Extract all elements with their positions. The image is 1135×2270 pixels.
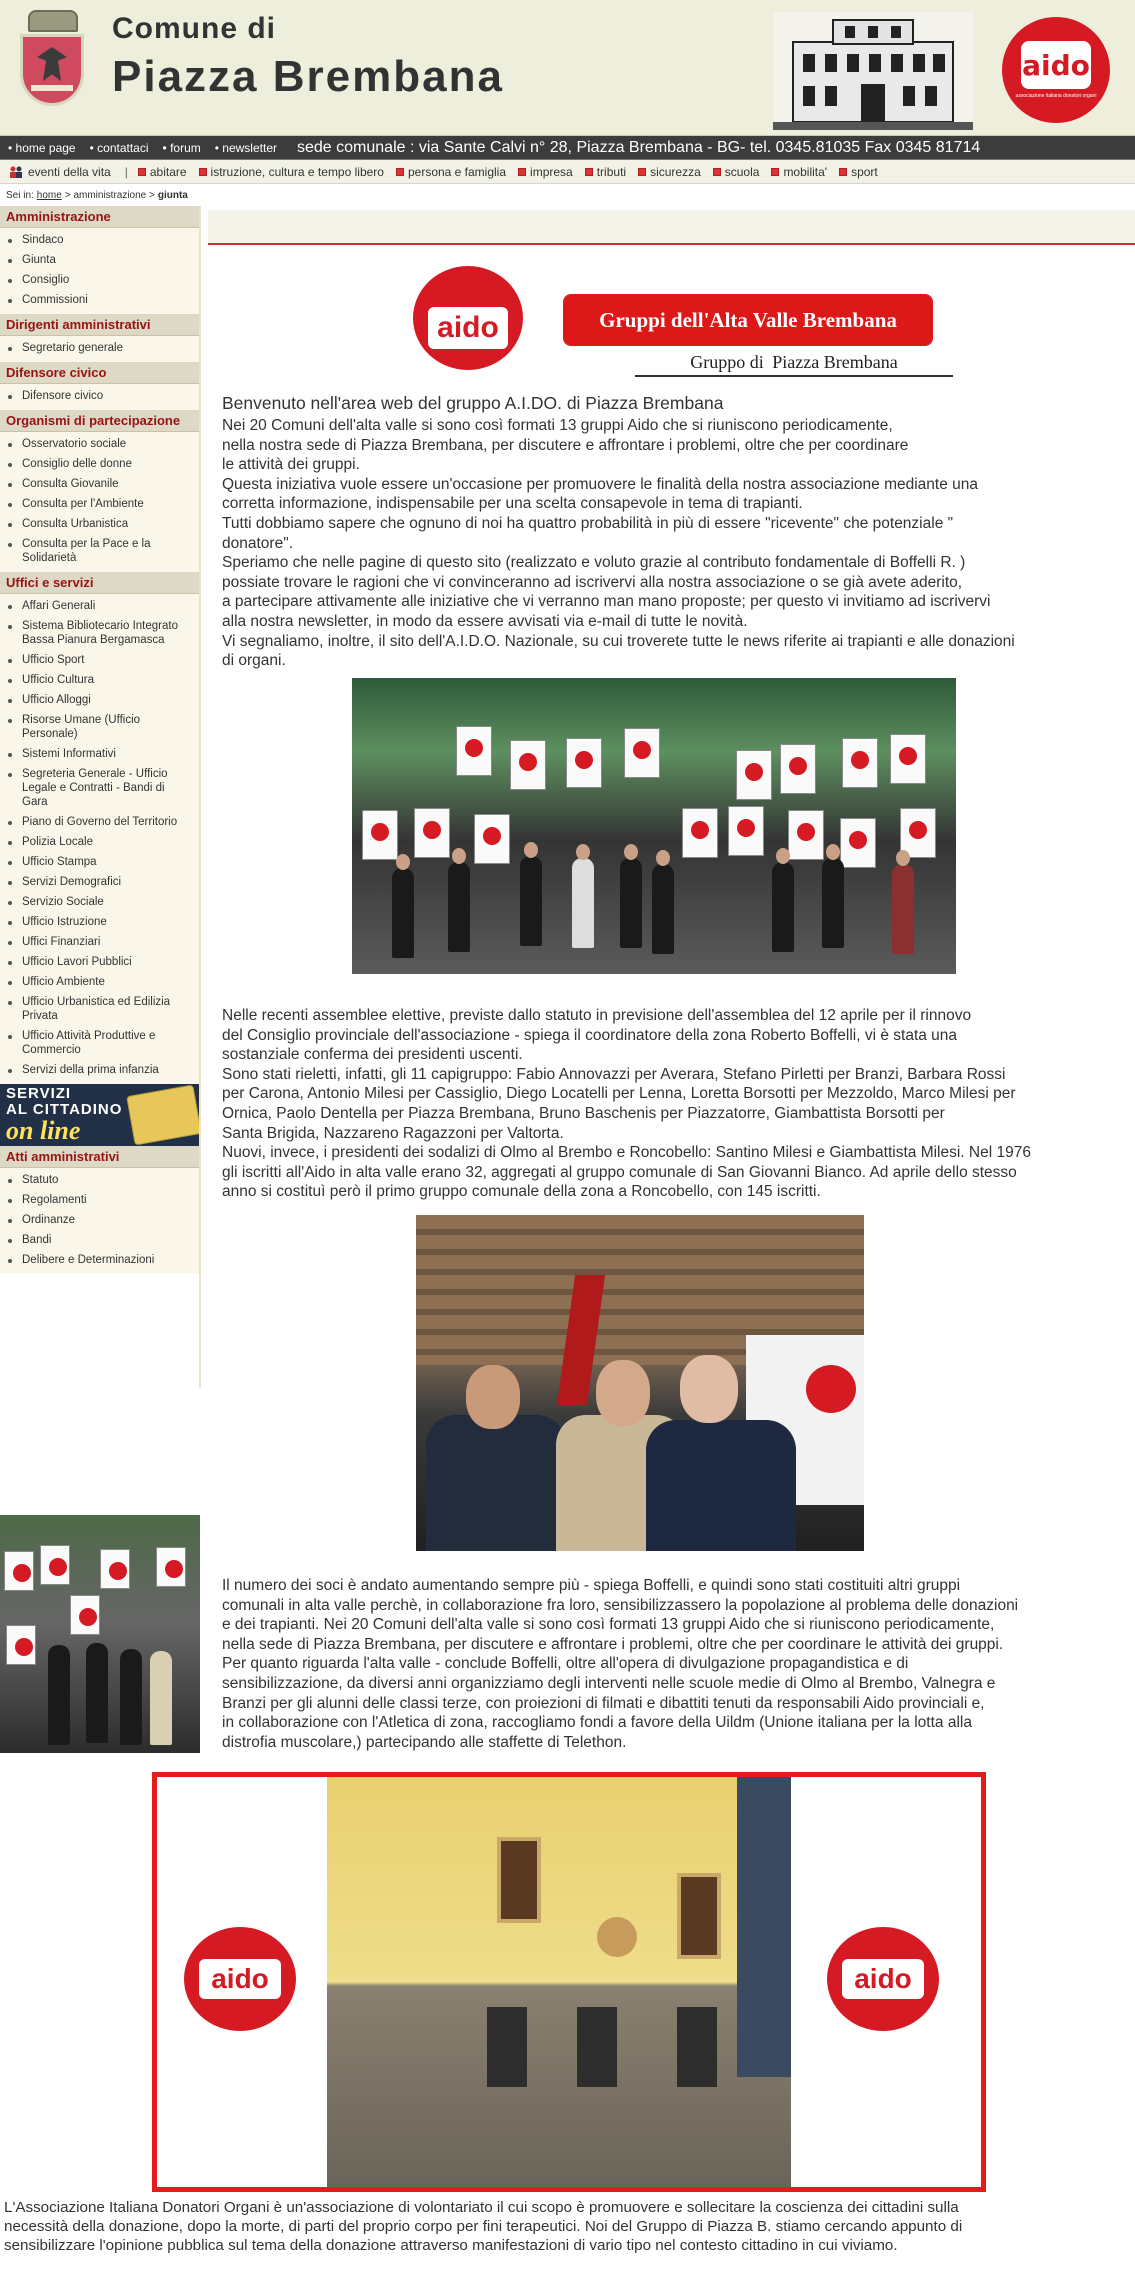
breadcrumb-home-link[interactable]: home <box>36 189 62 201</box>
gruppo-subtitle <box>635 352 953 377</box>
banner-line1: SERVIZI <box>6 1085 72 1102</box>
text-line: gli iscritti all'Aido in alta valle erano 32, aggregati al gruppo comunale di San Giovanni Bianco. Ad aprile dello stesso <box>222 1163 1017 1181</box>
sidebar-heading-amministrazione: Amministrazione <box>0 206 199 228</box>
topic-separator: | <box>124 164 128 179</box>
text-line: Per quanto riguarda l'alta valle - conclude Boffelli, oltre all'opera di divulgazione propagandistica e di <box>222 1655 909 1673</box>
text-line: di organi. <box>222 652 286 670</box>
gruppi-alta-valle-title: Gruppi dell'Alta Valle Brembana <box>563 294 933 346</box>
text-line: possiate trovare le ragioni che vi convinceranno ad iscrivervi alla nostra associazione o se già avete aderito, <box>222 573 963 591</box>
breadcrumb-prefix: Sei in: <box>6 189 34 201</box>
sidebar-item[interactable]: Uffici Finanziari <box>0 932 199 952</box>
breadcrumb-middle[interactable]: amministrazione <box>73 189 147 201</box>
text-line: del Consiglio provinciale dell'associazione - spiega il coordinatore della zona Roberto Boffelli, vi è stata una <box>222 1026 958 1044</box>
text-line: L'Associazione Italiana Donatori Organi è un'associazione di volontariato il cui scopo è promuovere e sollecitare la coscienza dei cittadini sulla <box>4 2199 959 2216</box>
sidebar-item[interactable]: Risorse Umane (Ufficio Personale) <box>0 710 199 744</box>
members-growth-paragraph <box>222 1576 1132 1752</box>
sidebar-item[interactable]: Ufficio Cultura <box>0 670 199 690</box>
sidebar-list-amministrazione <box>0 228 199 314</box>
aido-logo-subtext: associazione italiana donatori organi <box>1015 93 1097 99</box>
text-line: nella nostra sede di Piazza Brembana, per discutere e affrontare i problemi, oltre che per coordinare <box>222 436 909 454</box>
text-line: le attività dei gruppi. <box>222 456 360 474</box>
aido-logo-left <box>184 1927 296 2031</box>
group-small-photo <box>0 1515 200 1753</box>
text-line: donatore". <box>222 534 293 552</box>
sidebar-item[interactable]: Servizi Demografici <box>0 872 199 892</box>
aido-logo-text: aido <box>842 1959 924 1999</box>
text-line: alla nostra newsletter, in modo da essere avvisati via e-mail di tutte le novità. <box>222 612 748 630</box>
text-line: Nei 20 Comuni dell'alta valle si sono così formati 13 gruppi Aido che si riuniscono periodicamente, <box>222 417 893 434</box>
text-line: anno si costituì però il primo gruppo comunale della zona a Roncobello, con 145 iscritti. <box>222 1183 821 1201</box>
sidebar-heading-atti: Atti amministrativi <box>0 1146 199 1168</box>
aido-logo <box>413 266 523 370</box>
bullet-square-icon <box>771 168 779 176</box>
text-line: corretta informazione, indispensabile per una scelta consapevole in tema di trapianti. <box>222 495 803 513</box>
sidebar-heading-difensore: Difensore civico <box>0 362 199 384</box>
text-line: Vi segnaliamo, inoltre, il sito dell'A.I.D.O. Nazionale, su cui troverete tutte le news riferite ai trapianti e alle donazioni <box>222 632 1015 650</box>
topic-persona[interactable] <box>396 165 506 179</box>
sidebar-item[interactable]: Ufficio Lavori Pubblici <box>0 952 199 972</box>
sidebar-list-uffici <box>0 594 199 1084</box>
top-nav-bar <box>0 136 1135 160</box>
sidebar-item[interactable]: Segretario generale <box>0 338 199 358</box>
text-line: sostanziale conferma dei presidenti uscenti. <box>222 1046 523 1064</box>
text-line: Santa Brigida, Nazzareno Ragazzoni per Valtorta. <box>222 1124 564 1142</box>
breadcrumb-current: giunta <box>157 189 188 201</box>
people-icon <box>8 166 24 178</box>
topic-eventi-label: eventi della vita <box>28 164 111 179</box>
topic-scuola[interactable] <box>713 165 760 179</box>
text-line: a partecipare attivamente alle iniziative che vi verranno man mano proposte; per questo vi invitiamo ad iscrivervi <box>222 593 991 611</box>
nav-link-contattaci[interactable]: • contattaci <box>90 141 149 155</box>
breadcrumb-separator: > <box>64 189 71 201</box>
sidebar-item[interactable]: Consulta per l'Ambiente <box>0 494 199 514</box>
group-banners-photo <box>352 678 956 974</box>
town-hall-image <box>773 12 973 130</box>
welcome-heading: Benvenuto nell'area web del gruppo A.I.DO. di Piazza Brembana <box>222 393 724 413</box>
text-line: nella sede di Piazza Brembana, per discutere e affrontare i problemi, oltre che per coordinare le attività dei gruppi. <box>222 1635 1004 1653</box>
topic-mobilita[interactable] <box>771 165 827 179</box>
bullet-square-icon <box>713 168 721 176</box>
intro-paragraph <box>222 416 1132 671</box>
text-line: comunali in alta valle perchè, in collaborazione fra loro, sensibilizzassero la popolazione al problema delle donazioni <box>222 1596 1019 1614</box>
topic-abitare[interactable] <box>138 165 187 179</box>
text-line: Nelle recenti assemblee elettive, previste dallo statuto in previsione dell'assemblea del 12 aprile per il rinnovo <box>222 1007 972 1024</box>
topic-eventi-della-vita[interactable] <box>8 165 111 179</box>
sidebar-item[interactable]: Polizia Locale <box>0 832 199 852</box>
sidebar-item[interactable]: Giunta <box>0 250 199 270</box>
topic-label: impresa <box>530 164 573 179</box>
topics-menu <box>0 160 1135 184</box>
sidebar-item[interactable]: Osservatorio sociale <box>0 434 199 454</box>
topic-label: istruzione, cultura e tempo libero <box>210 164 384 179</box>
bullet-square-icon <box>396 168 404 176</box>
text-line: Nuovi, invece, i presidenti dei sodalizi di Olmo al Brembo e Roncobello: Santino Milesi e Giambattista Milesi. Nel 1976 <box>222 1144 1031 1162</box>
sidebar-item[interactable]: Consiglio delle donne <box>0 454 199 474</box>
sidebar-item[interactable]: Sistema Bibliotecario Integrato Bassa Pianura Bergamasca <box>0 616 199 650</box>
sidebar-item[interactable]: Consiglio <box>0 270 199 290</box>
sidebar <box>0 206 201 1388</box>
sidebar-item[interactable]: Commissioni <box>0 290 199 310</box>
breadcrumb <box>0 186 200 204</box>
sidebar-item[interactable]: Regolamenti <box>0 1190 199 1210</box>
gruppo-name: Piazza Brembana <box>772 352 898 372</box>
elections-paragraph <box>222 1006 1132 1202</box>
sidebar-list-atti <box>0 1168 199 1274</box>
sidebar-item[interactable]: Ufficio Stampa <box>0 852 199 872</box>
nav-link-home[interactable]: • home page <box>8 141 76 155</box>
topic-label: sicurezza <box>650 164 701 179</box>
content-top-rule <box>208 210 1135 245</box>
text-line: in collaborazione con l'Atletica di zona, raccogliamo fondi a favore della Uildm (Unione italiana per la lotta alla <box>222 1714 972 1732</box>
bullet-square-icon <box>138 168 146 176</box>
topic-label: persona e famiglia <box>407 164 507 179</box>
headquarters-panel <box>152 1772 986 2192</box>
sidebar-item[interactable]: Consulta Giovanile <box>0 474 199 494</box>
gruppo-prefix: Gruppo di <box>690 352 764 372</box>
sidebar-item[interactable]: Ordinanze <box>0 1210 199 1230</box>
sidebar-item[interactable]: Sindaco <box>0 230 199 250</box>
topic-sport[interactable] <box>839 165 878 179</box>
text-line: per Carona, Antonio Milesi per Cassiglio, Diego Locatelli per Lenna, Loretta Borsotti per Mezzoldo, Marco Milesi per <box>222 1085 1016 1103</box>
sidebar-item[interactable]: Ufficio Alloggi <box>0 690 199 710</box>
topic-label: sport <box>851 164 878 179</box>
sidebar-item[interactable]: Sistemi Informativi <box>0 744 199 764</box>
sidebar-item[interactable]: Ufficio Istruzione <box>0 912 199 932</box>
text-line: Il numero dei soci è andato aumentando sempre più - spiega Boffelli, e quindi sono stati costituiti altri gruppi <box>222 1577 961 1594</box>
text-line: e dei trapianti. Nei 20 Comuni dell'alta valle si sono così formati 13 gruppi Aido che si riuniscono periodicamente, <box>222 1616 995 1634</box>
breadcrumb-separator: > <box>149 189 155 201</box>
sidebar-item[interactable]: Ufficio Sport <box>0 650 199 670</box>
nav-link-forum[interactable]: • forum <box>163 141 201 155</box>
sidebar-list-dirigenti <box>0 336 199 362</box>
text-line: necessità della donazione, dopo la morte, di parti del proprio corpo per fini terapeutici. Noi del Gruppo di Piazza B. stiamo cercando appunto di <box>4 2218 963 2235</box>
text-line: Branzi per gli alunni delle classi terze, con proiezioni di filmati e dibattiti tenuti da responsabili Aido provinciali e, <box>222 1694 985 1712</box>
municipal-crest-icon <box>20 10 86 110</box>
topic-label: scuola <box>724 164 760 179</box>
banner-line2: AL CITTADINO <box>6 1101 123 1118</box>
site-title-line2: Piazza Brembana <box>112 52 504 101</box>
site-header <box>0 0 1135 136</box>
banner-line3: on line <box>6 1116 81 1145</box>
sidebar-item[interactable]: Difensore civico <box>0 386 199 406</box>
aido-logo[interactable] <box>1002 17 1110 123</box>
town-hall-address: sede comunale : via Sante Calvi n° 28, Piazza Brembana - BG- tel. 0345.81035 Fax 0345 81714 <box>297 138 981 156</box>
sidebar-item[interactable]: Consulta Urbanistica <box>0 514 199 534</box>
topic-label: tributi <box>596 164 627 179</box>
sidebar-item[interactable]: Affari Generali <box>0 596 199 616</box>
members-on-steps-photo <box>416 1215 864 1551</box>
bullet-square-icon <box>518 168 526 176</box>
aido-logo-text: aido <box>199 1959 281 1999</box>
association-description <box>4 2198 1132 2255</box>
sidebar-item[interactable]: Ufficio Attività Produttive e Commercio <box>0 1026 199 1060</box>
text-line: Questa iniziativa vuole essere un'occasione per promuovere le finalità della nostra associazione mediante una <box>222 475 979 493</box>
aido-logo-right <box>827 1927 939 2031</box>
sidebar-list-difensore <box>0 384 199 410</box>
aido-groups-header <box>413 262 953 380</box>
text-line: distrofia muscolare,) partecipando alle staffette di Telethon. <box>222 1733 627 1751</box>
sidebar-heading-uffici: Uffici e servizi <box>0 572 199 594</box>
topic-tributi[interactable] <box>585 165 626 179</box>
headquarters-building-photo <box>327 1777 791 2187</box>
text-line: sensibilizzazione, da diversi anni organizziamo degli interventi nelle scuole medie di Olmo al Brembo, Valnegra e <box>222 1674 996 1692</box>
text-line: Ornica, Paolo Dentella per Piazza Brembana, Bruno Baschenis per Piazzatorre, Giambattista Borsotti per <box>222 1104 945 1122</box>
topic-impresa[interactable] <box>518 165 573 179</box>
text-line: Speriamo che nelle pagine di questo sito (realizzato e voluto grazie al contributo fondamentale di Boffelli R. ) <box>222 554 966 572</box>
sidebar-heading-organismi: Organismi di partecipazione <box>0 410 199 432</box>
text-line: sensibilizzare l'opinione pubblica sul tema della donazione attraverso manifestazioni di vario tipo nel contesto cittadino in cui viviamo. <box>4 2237 898 2254</box>
sidebar-item[interactable]: Servizi della prima infanzia <box>0 1060 199 1080</box>
sidebar-heading-dirigenti: Dirigenti amministrativi <box>0 314 199 336</box>
bullet-square-icon <box>199 168 207 176</box>
topic-istruzione[interactable] <box>199 165 384 179</box>
sidebar-item[interactable]: Statuto <box>0 1170 199 1190</box>
sidebar-item[interactable]: Piano di Governo del Territorio <box>0 812 199 832</box>
site-title-line1: Comune di <box>112 12 276 45</box>
sidebar-item[interactable]: Bandi <box>0 1230 199 1250</box>
bullet-square-icon <box>839 168 847 176</box>
sidebar-item[interactable]: Segreteria Generale - Ufficio Legale e Contratti - Bandi di Gara <box>0 764 199 812</box>
sidebar-item[interactable]: Ufficio Urbanistica ed Edilizia Privata <box>0 992 199 1026</box>
sidebar-item[interactable]: Servizio Sociale <box>0 892 199 912</box>
bullet-square-icon <box>585 168 593 176</box>
sidebar-item[interactable]: Consulta per la Pace e la Solidarietà <box>0 534 199 568</box>
aido-logo-text: aido <box>1021 41 1091 89</box>
bullet-square-icon <box>638 168 646 176</box>
sidebar-item[interactable]: Delibere e Determinazioni <box>0 1250 199 1270</box>
topic-label: abitare <box>149 164 187 179</box>
sidebar-item[interactable]: Ufficio Ambiente <box>0 972 199 992</box>
topic-label: mobilita' <box>783 164 828 179</box>
aido-logo-text: aido <box>428 307 508 349</box>
sidebar-list-organismi <box>0 432 199 572</box>
topic-sicurezza[interactable] <box>638 165 701 179</box>
text-line: Tutti dobbiamo sapere che ognuno di noi ha quattro probabilità in più di essere "ricevente" che potenziale " <box>222 514 954 532</box>
text-line: Sono stati rieletti, infatti, gli 11 capigruppo: Fabio Annovazzi per Averara, Stefano Pirletti per Branzi, Barbara Rossi <box>222 1065 1006 1083</box>
id-card-icon <box>126 1084 199 1145</box>
nav-link-newsletter[interactable]: • newsletter <box>215 141 277 155</box>
servizi-online-banner[interactable] <box>0 1084 199 1146</box>
